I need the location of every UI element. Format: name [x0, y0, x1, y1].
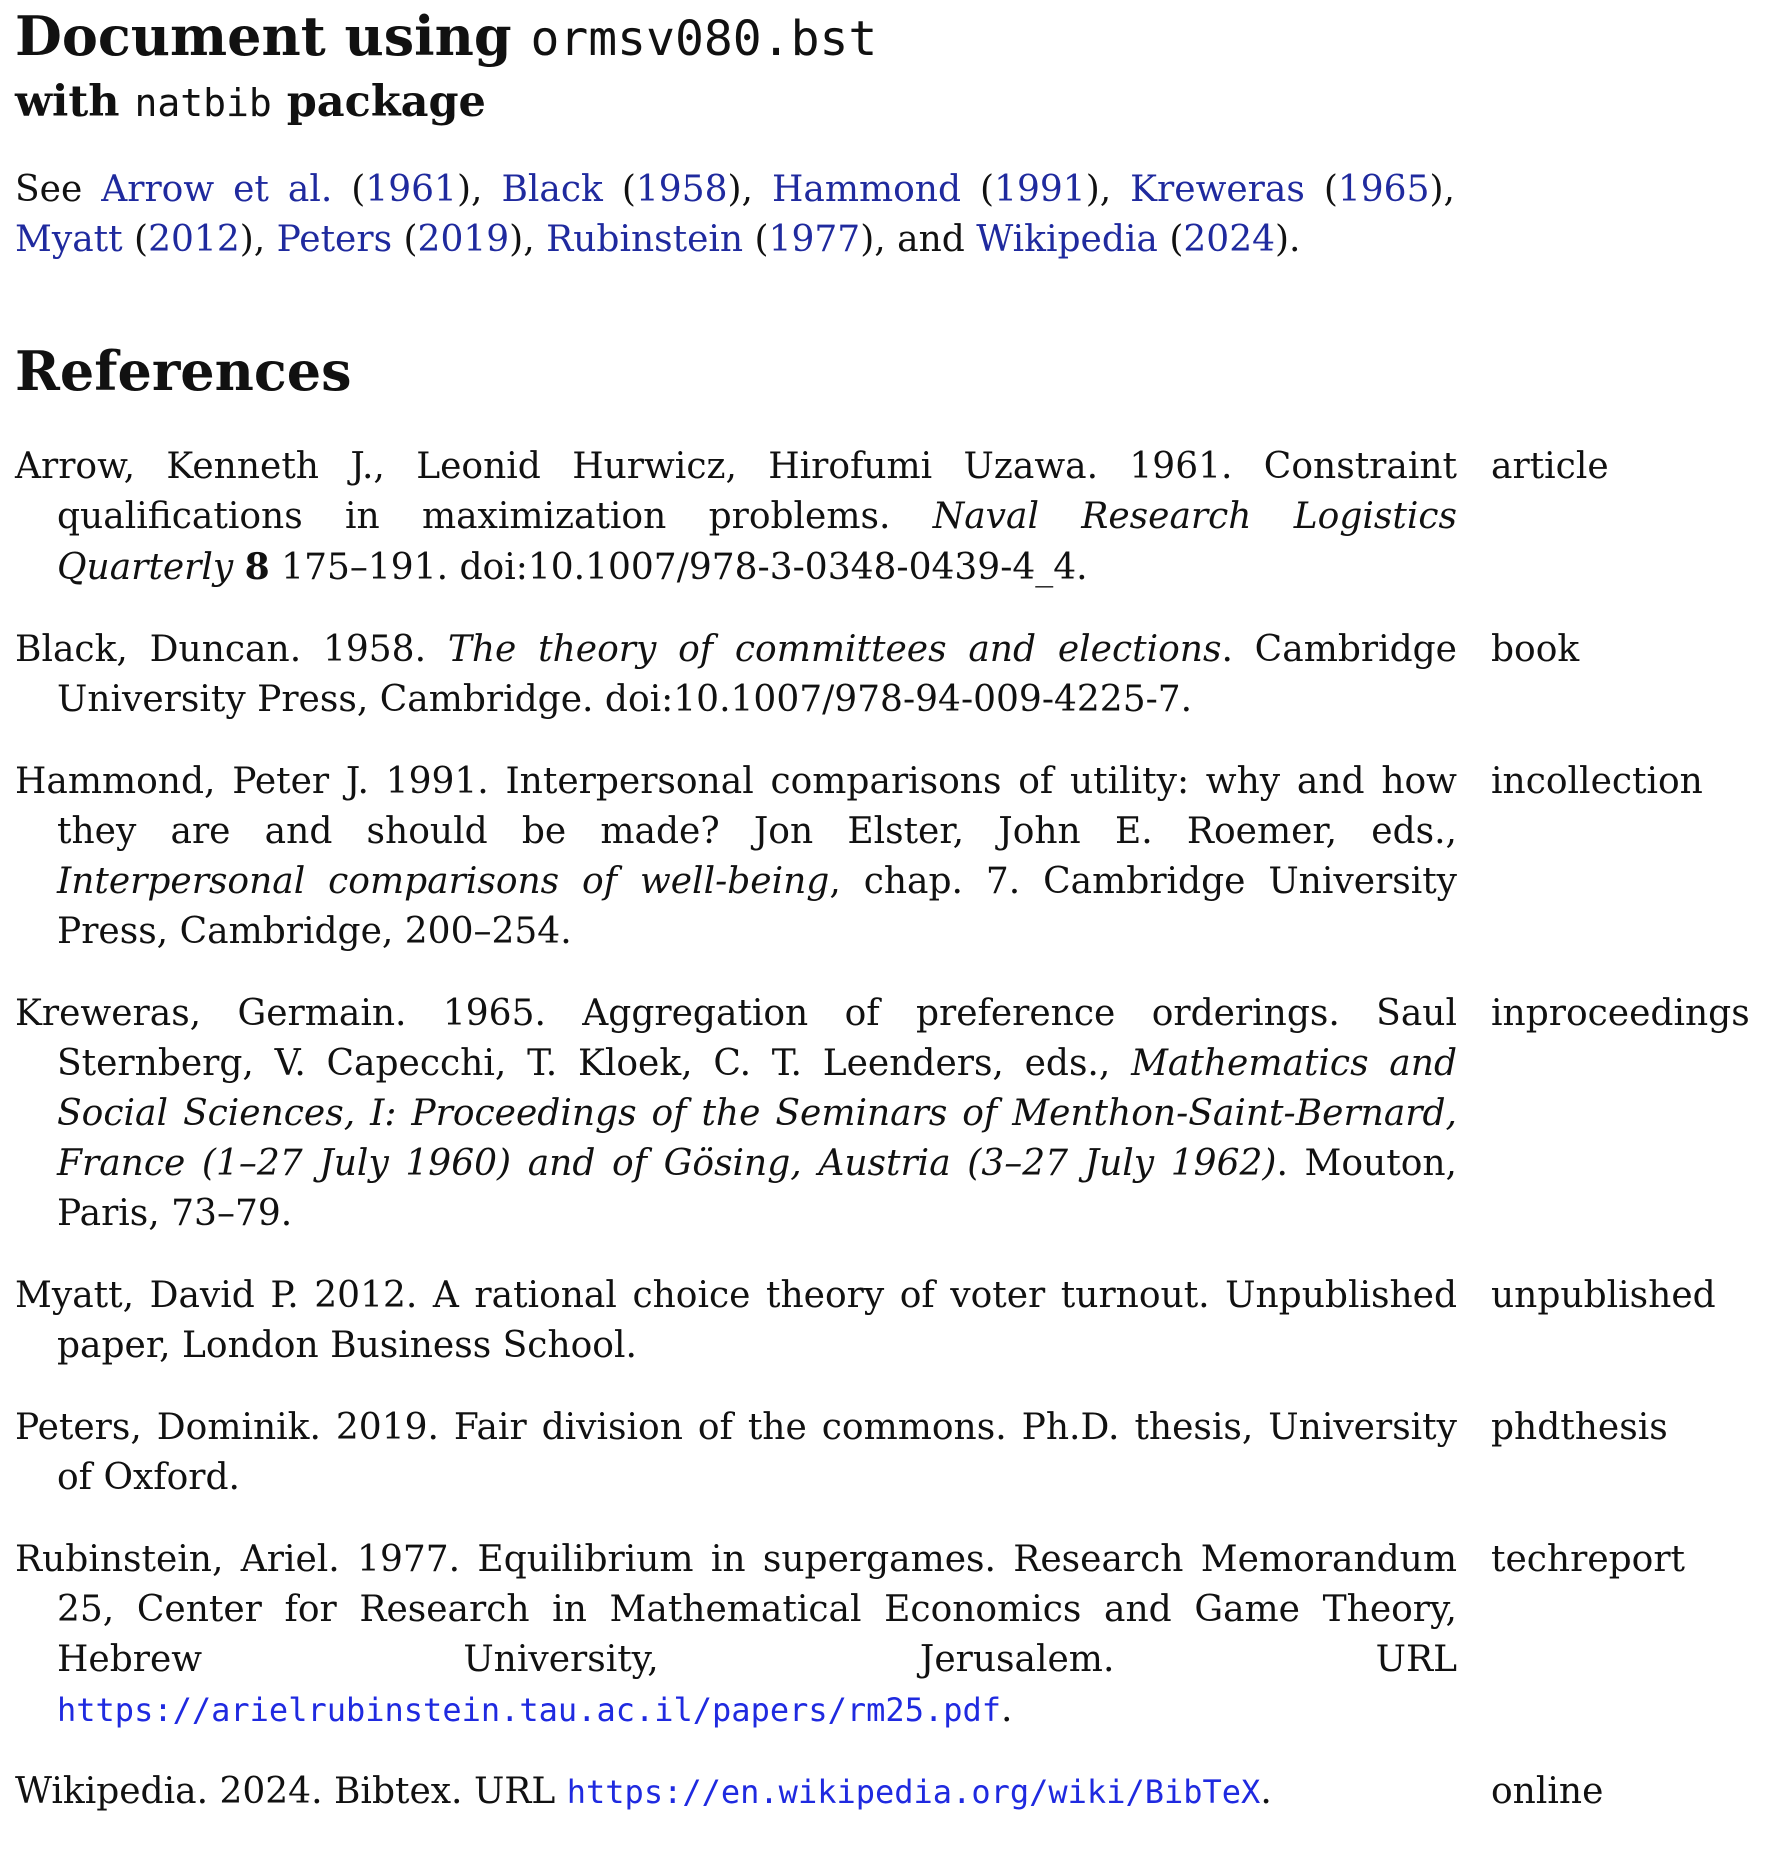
intro-paragraph: See Arrow et al. (1961), Black (1958), Hammond (1991), Kreweras (1965), Myatt (2012), Peters (2019), Rubinstein (1977), and Wikipedia (2024). [15, 169, 1455, 260]
citation-peters-year[interactable]: 2019 [417, 219, 510, 260]
citation-wikipedia[interactable]: Wikipedia [976, 219, 1158, 260]
reference-type-label: inproceedings [1491, 993, 1750, 1034]
reference-text [15, 442, 1457, 593]
citation-black[interactable]: Black [501, 169, 603, 210]
reference-list [15, 442, 1755, 1849]
intro-see: See [15, 169, 102, 210]
reference-rest: , chap. 7. Cambridge University Press, Cambridge, 200–254. [57, 861, 1458, 952]
reference-journal: Naval Research Logistics Quarterly [57, 496, 1457, 588]
reference-rest: . [1001, 1689, 1013, 1730]
title-text: Document using [15, 4, 531, 68]
reference-body: Wikipedia. 2024. Bibtex. URL [15, 1771, 567, 1812]
reference-rest: 175–191. doi:10.1007/978-3-0348-0439-4_4. [281, 547, 1088, 588]
reference-black [15, 625, 1755, 725]
reference-text [15, 757, 1457, 957]
citation-rubinstein-year[interactable]: 1977 [768, 219, 861, 260]
reference-text [15, 1271, 1457, 1371]
reference-booktitle: Interpersonal comparisons of well-being [57, 861, 830, 902]
reference-hammond [15, 757, 1755, 957]
citation-myatt[interactable]: Myatt [15, 219, 123, 260]
reference-type-label: book [1491, 629, 1580, 670]
reference-arrow [15, 442, 1755, 593]
reference-text [15, 1403, 1457, 1503]
reference-url-link[interactable]: https://en.wikipedia.org/wiki/BibTeX [566, 1773, 1261, 1811]
subtitle-suffix: package [271, 77, 486, 127]
reference-body: Myatt, David P. 2012. A rational choice theory of voter turnout. Unpublished paper, London Business School. [15, 1275, 1457, 1366]
reference-body: Rubinstein, Ariel. 1977. Equilibrium in supergames. Research Memorandum 25, Center for Research in Mathematical Economics and Game Theory, Hebrew University, Jerusalem. URL [15, 1539, 1457, 1680]
reference-kreweras [15, 989, 1755, 1239]
reference-url-link[interactable]: https://arielrubinstein.tau.ac.il/papers/rm25.pdf [57, 1691, 1002, 1729]
reference-type-label: incollection [1491, 761, 1703, 802]
reference-body: Hammond, Peter J. 1991. Interpersonal comparisons of utility: why and how they are and should be made? Jon Elster, John E. Roemer, eds., [15, 761, 1457, 852]
citation-arrow[interactable]: Arrow et al. [101, 169, 333, 210]
citation-rubinstein[interactable]: Rubinstein [546, 219, 744, 260]
reference-type-label: online [1491, 1771, 1604, 1812]
reference-body: Black, Duncan. 1958. [15, 629, 448, 670]
citation-kreweras-year[interactable]: 1965 [1337, 169, 1430, 210]
citation-kreweras[interactable]: Kreweras [1130, 169, 1305, 210]
reference-text [15, 989, 1457, 1239]
citation-arrow-year[interactable]: 1961 [365, 169, 457, 210]
reference-peters [15, 1403, 1755, 1503]
intro-and: , and [874, 219, 977, 260]
reference-text [15, 1535, 1457, 1735]
citation-wikipedia-year[interactable]: 2024 [1183, 219, 1276, 260]
reference-body: Peters, Dominik. 2019. Fair division of the commons. Ph.D. thesis, University of Oxford. [15, 1407, 1457, 1498]
citation-peters[interactable]: Peters [276, 219, 393, 260]
references-heading: References [15, 339, 352, 403]
citation-black-year[interactable]: 1958 [635, 169, 728, 210]
document-title [15, 0, 1755, 75]
reference-body: Kreweras, Germain. 1965. Aggregation of preference orderings. Saul Sternberg, V. Capecchi, T. Kloek, C. T. Leenders, eds., [15, 993, 1457, 1084]
reference-rest: . [1260, 1771, 1272, 1812]
reference-rubinstein [15, 1535, 1755, 1735]
reference-volume: 8 [244, 546, 270, 588]
reference-rest: . Cambridge University Press, Cambridge. doi:10.1007/978-94-009-4225-7. [57, 629, 1457, 720]
reference-booktitle: Mathematics and Social Sciences, I: Proceedings of the Seminars of Menthon-Saint-Bernard, France (1–27 July 1960) and of Gösing, Austria (3–27 July 1962) [57, 1043, 1457, 1184]
document-subtitle [15, 75, 1755, 130]
document-page [15, 0, 1755, 1812]
citation-myatt-year[interactable]: 2012 [148, 219, 240, 260]
reference-text [15, 625, 1457, 725]
subtitle-prefix: with [15, 77, 135, 127]
reference-rest: . Mouton, Paris, 73–79. [57, 1143, 1457, 1234]
reference-body: Arrow, Kenneth J., Leonid Hurwicz, Hirofumi Uzawa. 1961. Constraint qualifications in maximization problems. [15, 446, 1457, 537]
citation-hammond-year[interactable]: 1991 [994, 169, 1086, 210]
subtitle-package: natbib [134, 81, 272, 125]
reference-type-label: article [1491, 446, 1609, 487]
reference-type-label: unpublished [1491, 1275, 1716, 1316]
citation-hammond[interactable]: Hammond [771, 169, 962, 210]
reference-type-label: phdthesis [1491, 1407, 1668, 1448]
title-bst-file: ormsv080.bst [530, 11, 878, 67]
reference-type-label: techreport [1491, 1539, 1686, 1580]
reference-myatt [15, 1271, 1755, 1371]
reference-title: The theory of committees and elections [447, 629, 1222, 670]
